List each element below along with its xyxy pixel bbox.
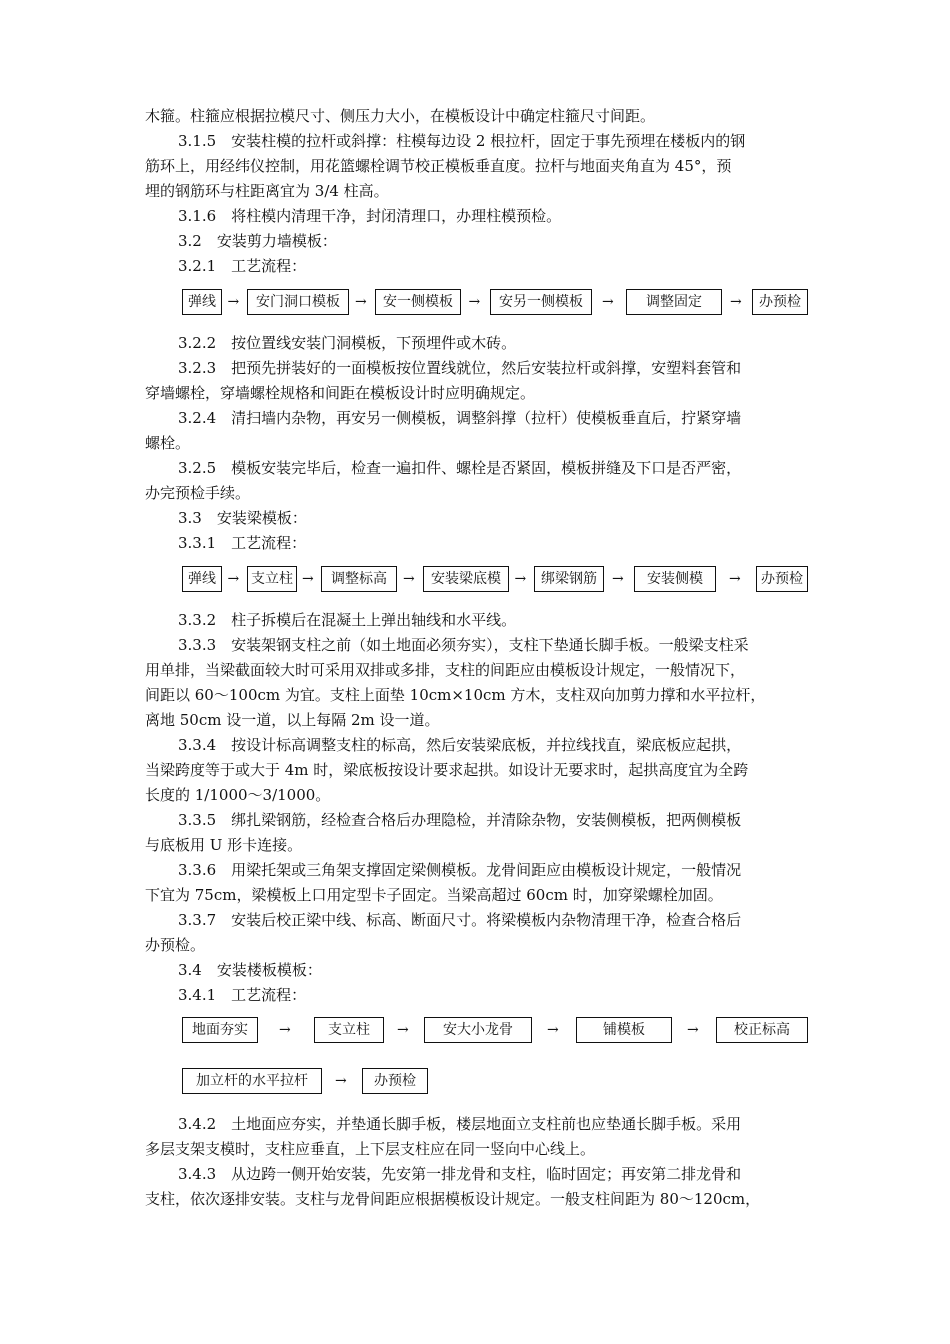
- text-line: 3.4 安装楼板模板：: [178, 961, 322, 979]
- text-line: 3.2.3 把预先拼装好的一面模板按位置线就位，然后安装拉杆或斜撑，安塑料套管和: [178, 359, 742, 377]
- text-line: 3.4.3 从边跨一侧开始安装，先安第一排龙骨和支柱，临时固定；再安第二排龙骨和: [178, 1165, 742, 1183]
- text-line: 3.1.5 安装柱模的拉杆或斜撑：柱模每边设 2 根拉杆，固定于事先预埋在楼板内的钢: [178, 132, 746, 150]
- text-line: 3.3.3 安装架钢支柱之前（如土地面必须夯实），支柱下垫通长脚手板。一般梁支柱采: [178, 636, 749, 654]
- text-line: 螺栓。: [145, 434, 191, 452]
- text-line: 与底板用 U 形卡连接。: [145, 836, 303, 854]
- text-line: 埋的钢筋环与柱距离宜为 3/4 柱高。: [145, 182, 389, 200]
- arrow-right-icon: →: [227, 294, 240, 310]
- arrow-right-icon: →: [355, 294, 367, 310]
- arrow-right-icon: →: [729, 571, 741, 587]
- flow-step-box: 铺模板: [576, 1017, 672, 1043]
- text-line: 3.3.6 用梁托架或三角架支撑固定梁侧模板。龙骨间距应由模板设计规定，一般情况: [178, 861, 742, 879]
- flow-step-box: 校正标高: [716, 1017, 808, 1043]
- text-line: 间距以 60～100cm 为宜。支柱上面垫 10cm×10cm 方木，支柱双向加剪力撑和水平拉杆，: [145, 686, 766, 704]
- text-line: 3.4.2 土地面应夯实，并垫通长脚手板，楼层地面立支柱前也应垫通长脚手板。采用: [178, 1115, 742, 1133]
- text-line: 3.3.7 安装后校正梁中线、标高、断面尺寸。将梁模板内杂物清理干净，检查合格后: [178, 911, 742, 929]
- flow-step-box: 安装梁底模: [423, 566, 509, 592]
- flow-step-box: 加立杆的水平拉杆: [182, 1068, 322, 1094]
- flow-step-box: 弹线: [182, 566, 222, 592]
- flow-step-box: 支立柱: [314, 1017, 384, 1043]
- arrow-right-icon: →: [687, 1022, 699, 1038]
- text-line: 3.3 安装梁模板：: [178, 509, 307, 527]
- text-line: 多层支架支模时，支柱应垂直，上下层支柱应在同一竖向中心线上。: [145, 1140, 596, 1158]
- text-line: 3.2.2 按位置线安装门洞模板，下预埋件或木砖。: [178, 334, 517, 352]
- arrow-right-icon: →: [335, 1073, 347, 1089]
- flow-step-box: 安大小龙骨: [424, 1017, 532, 1043]
- text-line: 3.4.1 工艺流程：: [178, 986, 307, 1004]
- arrow-right-icon: →: [403, 571, 415, 587]
- flow-step-box: 调整标高: [321, 566, 397, 592]
- text-line: 3.3.4 按设计标高调整支柱的标高，然后安装梁底板，并拉线找直，梁底板应起拱，: [178, 736, 742, 754]
- arrow-right-icon: →: [468, 294, 481, 310]
- text-line: 木箍。柱箍应根据拉模尺寸、侧压力大小，在模板设计中确定柱箍尺寸间距。: [145, 107, 656, 125]
- text-line: 3.1.6 将柱模内清理干净，封闭清理口，办理柱模预检。: [178, 207, 562, 225]
- arrow-right-icon: →: [279, 1022, 291, 1038]
- text-line: 3.2 安装剪力墙模板：: [178, 232, 337, 250]
- flow-step-box: 安门洞口模板: [247, 289, 349, 315]
- text-line: 下宜为 75cm，梁模板上口用定型卡子固定。当梁高超过 60cm 时，加穿梁螺栓加固。: [145, 886, 723, 904]
- arrow-right-icon: →: [730, 294, 742, 310]
- text-line: 办完预检手续。: [145, 484, 251, 502]
- text-line: 当梁跨度等于或大于 4m 时，梁底板按设计要求起拱。如设计无要求时，起拱高度宜为全跨: [145, 761, 749, 779]
- arrow-right-icon: →: [547, 1022, 559, 1038]
- arrow-right-icon: →: [612, 571, 624, 587]
- text-line: 离地 50cm 设一道，以上每隔 2m 设一道。: [145, 711, 440, 729]
- text-line: 办预检。: [145, 936, 206, 954]
- text-line: 3.3.1 工艺流程：: [178, 534, 307, 552]
- text-line: 3.2.1 工艺流程：: [178, 257, 307, 275]
- text-line: 穿墙螺栓，穿墙螺栓规格和间距在模板设计时应明确规定。: [145, 384, 536, 402]
- flow-step-box: 安装侧模: [634, 566, 716, 592]
- text-line: 筋环上，用经纬仪控制，用花篮螺栓调节校正模板垂直度。拉杆与地面夹角直为 45°，预: [145, 157, 732, 175]
- flow-step-box: 支立柱: [247, 566, 297, 592]
- text-line: 支柱，依次逐排安装。支柱与龙骨间距应根据模板设计规定。一般支柱间距为 80～120cm，: [145, 1190, 761, 1208]
- arrow-right-icon: →: [397, 1022, 409, 1038]
- text-line: 3.2.4 清扫墙内杂物，再安另一侧模板，调整斜撑（拉杆）使模板垂直后，拧紧穿墙: [178, 409, 742, 427]
- flow-step-box: 弹线: [182, 289, 222, 315]
- text-line: 3.3.2 柱子拆模后在混凝土上弹出轴线和水平线。: [178, 611, 517, 629]
- arrow-right-icon: →: [302, 571, 314, 587]
- flow-step-box: 安一侧模板: [375, 289, 461, 315]
- arrow-right-icon: →: [602, 294, 614, 310]
- arrow-right-icon: →: [227, 571, 240, 587]
- text-line: 3.3.5 绑扎梁钢筋，经检查合格后办理隐检，并清除杂物，安装侧模板，把两侧模板: [178, 811, 742, 829]
- flow-step-box: 安另一侧模板: [490, 289, 592, 315]
- flow-step-box: 办预检: [756, 566, 808, 592]
- text-line: 用单排，当梁截面较大时可采用双排或多排，支柱的间距应由模板设计规定，一般情况下，: [145, 661, 746, 679]
- arrow-right-icon: →: [514, 571, 527, 587]
- text-line: 3.2.5 模板安装完毕后，检查一遍扣件、螺栓是否紧固，模板拼缝及下口是否严密，: [178, 459, 742, 477]
- flow-step-box: 办预检: [752, 289, 808, 315]
- flow-step-box: 地面夯实: [182, 1017, 258, 1043]
- flow-step-box: 办预检: [362, 1068, 428, 1094]
- flow-step-box: 绑梁钢筋: [534, 566, 604, 592]
- flow-step-box: 调整固定: [626, 289, 722, 315]
- text-line: 长度的 1/1000～3/1000。: [145, 786, 331, 804]
